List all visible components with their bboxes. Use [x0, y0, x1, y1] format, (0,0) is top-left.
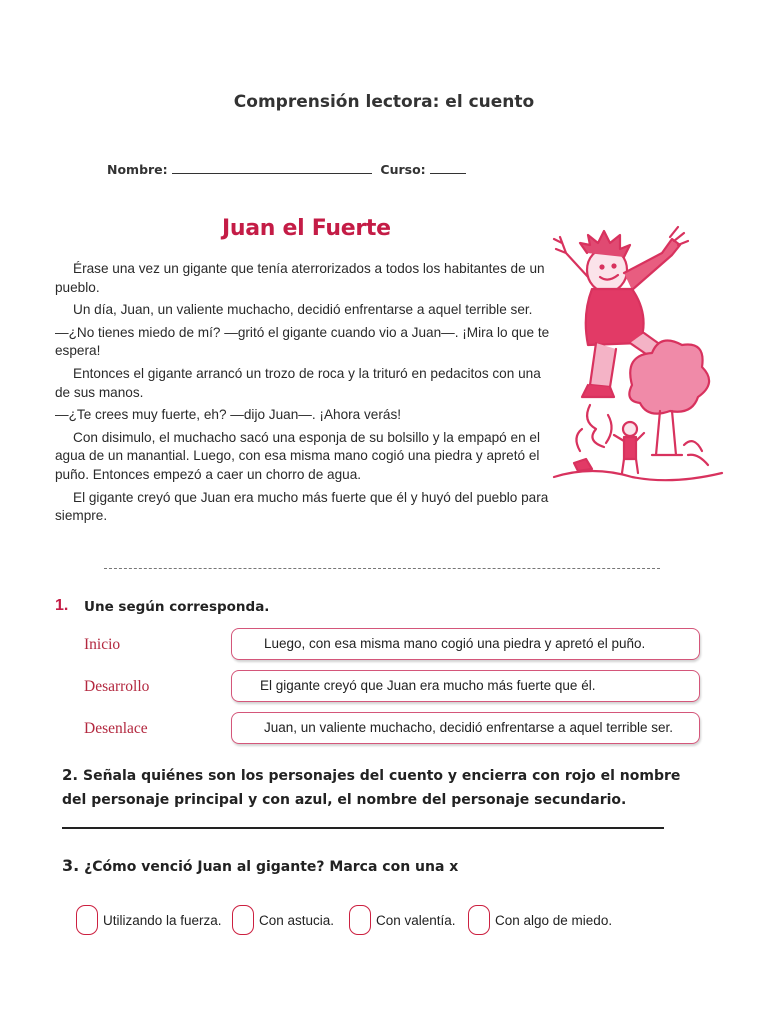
- match-box-1[interactable]: Luego, con esa misma mano cogió una piedra y apretó el puño.: [231, 628, 700, 660]
- story-text: [55, 260, 555, 530]
- course-label: Curso:: [380, 162, 426, 177]
- question-3-text: ¿Cómo venció Juan al gigante? Marca con una x: [84, 859, 459, 875]
- story-paragraph: El gigante creyó que Juan era mucho más fuerte que él y huyó del pueblo para siempre.: [55, 489, 549, 524]
- option-checkbox-valentia[interactable]: [349, 905, 371, 935]
- stage-desenlace[interactable]: Desenlace: [84, 720, 148, 737]
- stage-desarrollo[interactable]: Desarrollo: [84, 678, 150, 695]
- section-divider: [104, 568, 660, 569]
- giant-and-boy-illustration: [552, 215, 727, 490]
- story-paragraph: Un día, Juan, un valiente muchacho, decidió enfrentarse a aquel terrible ser.: [73, 302, 533, 318]
- question-1-number: 1.: [55, 597, 69, 614]
- option-label-valentia: Con valentía.: [376, 913, 456, 928]
- question-1-text: Une según corresponda.: [84, 599, 270, 615]
- question-3: [62, 856, 458, 875]
- option-checkbox-fuerza[interactable]: [76, 905, 98, 935]
- story-paragraph: —¿Te crees muy fuerte, eh? —dijo Juan—. ¡Ahora verás!: [55, 407, 402, 423]
- option-label-astucia: Con astucia.: [259, 913, 335, 928]
- student-info-line: [107, 161, 466, 177]
- story-title: Juan el Fuerte: [222, 216, 391, 241]
- story-paragraph: Con disimulo, el muchacho sacó una esponja de su bolsillo y la empapó en el agua de un manantial. Luego, con esa misma mano cogió una piedra y apretó el puño. Entonces empezó a caer un chorro de agua.: [55, 429, 540, 482]
- question-2: [62, 763, 682, 812]
- option-label-fuerza: Utilizando la fuerza.: [103, 913, 222, 928]
- option-checkbox-miedo[interactable]: [468, 905, 490, 935]
- option-checkbox-astucia[interactable]: [232, 905, 254, 935]
- page-title: Comprensión lectora: el cuento: [233, 92, 535, 112]
- match-box-3[interactable]: Juan, un valiente muchacho, decidió enfrentarse a aquel terrible ser.: [231, 712, 700, 744]
- match-box-2[interactable]: El gigante creyó que Juan era mucho más fuerte que él.: [231, 670, 700, 702]
- question-3-number: 3.: [62, 856, 80, 875]
- question-2-number: 2.: [62, 766, 79, 784]
- course-blank[interactable]: [430, 161, 466, 174]
- stage-inicio[interactable]: Inicio: [84, 636, 121, 653]
- name-blank[interactable]: [172, 161, 372, 174]
- story-paragraph: —¿No tienes miedo de mí? —gritó el gigante cuando vio a Juan—. ¡Mira lo que te espera!: [55, 324, 550, 359]
- answer-line[interactable]: [62, 827, 664, 829]
- question-2-text: Señala quiénes son los personajes del cuento y encierra con rojo el nombre del personaje principal y con azul, el nombre del personaje secundario.: [62, 768, 681, 808]
- story-paragraph: Érase una vez un gigante que tenía aterrorizados a todos los habitantes de un pueblo.: [55, 261, 545, 295]
- story-paragraph: Entonces el gigante arrancó un trozo de roca y la trituró en pedacitos con una de sus manos.: [55, 365, 541, 400]
- option-label-miedo: Con algo de miedo.: [495, 913, 613, 928]
- name-label: Nombre:: [107, 162, 168, 177]
